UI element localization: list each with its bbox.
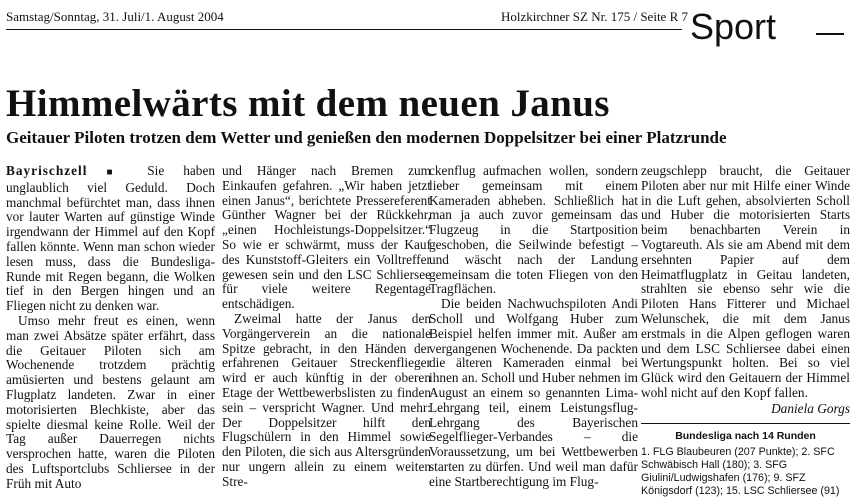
standings-text: 1. FLG Blaubeuren (207 Punkte); 2. SFC Schwäbisch Hall (180); 3. SFG Giulini/Ludwigshafen (176); 9. SFZ Königsdorf (123); 15. LSC Schliersee (91): [641, 446, 840, 498]
article-paragraph: Zweimal hatte der Janus den Vorgängerverein an die nationale Spitze gebracht, in den Händen der erfahrenen Geitauer Streckenflieger wird er auch künftig in der oberen Etage der Wettbewerbslisten zu finden sein – verspricht Wagner. Und mehr: Der Doppelsitzer hilft den Flugschülern in den Himmel sowie den Piloten, die sich aus Altersgründen nur ungern allein zu einem weiten Stre-: [222, 310, 431, 489]
dateline: Bayrischzell: [6, 163, 88, 178]
article-column-3: [429, 164, 638, 490]
headline: Himmelwärts mit dem neuen Janus: [6, 82, 610, 125]
article-paragraph: Umso mehr freut es einen, wenn man zwei Absätze später erfährt, dass die Geitauer Piloten sich am Wochenende trotzdem prächtig amüsierten und bestens gelaunt am Flugplatz landeten. Zwar in einer motorisierten Blechkiste, aber das spielte diesmal keine Rolle. Weil der Tag außer Dauerregen nichts versprochen hatte, waren die Piloten des Luftsportclubs Schliersee in der Früh mit Auto: [6, 312, 215, 491]
subheadline: Geitauer Piloten trotzen dem Wetter und genießen den modernen Doppelsitzer bei einer Platzrunde: [6, 128, 727, 147]
sidebar-rule: [641, 423, 850, 424]
section-dash: [816, 33, 844, 35]
author-byline: Daniela Gorgs: [771, 400, 850, 416]
article-paragraph: und Hänger nach Bremen zum Einkaufen gefahren. „Wir haben jetzt einen Janus“, berichtete Pressereferent Günther Wagner bei der Rückkehr, „einen Hochleistungs-Doppelsitzer.“ So wie er schwärmt, muss der Kauf des Kunststoff-Gleiters ein Volltreffer gewesen sein und den LSC Schliersee für viele weitere Regentage entschädigen.: [222, 163, 431, 312]
section-title: Sport: [690, 6, 777, 47]
standings-title: Bundesliga nach 14 Runden: [675, 429, 816, 442]
dateline-marker: ■: [106, 167, 129, 178]
article-column-2: [222, 164, 431, 490]
article-column-1: [6, 164, 215, 492]
article-column-4: [641, 164, 850, 498]
issue-date: Samstag/Sonntag, 31. Juli/1. August 2004: [6, 9, 224, 24]
paragraph-text: Sie haben unglaublich viel Geduld. Doch manchmal befürchtet man, dass ihnen vor lauter Warten auf günstige Winde irgendwann der Himmel auf den Kopf fallen könnte. Wenn man schon wieder lesen muss, dass die Bundesliga-Runde mit Regen begann, die Wolken tief in den Bergen hingen und an Fliegen nicht zu denken war.: [6, 163, 216, 314]
header-rule: [6, 29, 682, 30]
article-paragraph: ckenflug aufmachen wollen, sondern lieber gemeinsam mit einem Kameraden abheben. Schließlich hat man ja auch zuvor gemeinsam das Flugzeug in die Startposition geschoben, die Seilwinde befestigt – und wäscht nach der Landung gemeinsam die toten Fliegen von den Tragflächen.: [429, 163, 638, 297]
article-paragraph: zeugschlepp braucht, die Geitauer Piloten aber nur mit Hilfe einer Winde in die Luft gehen, absolvierten Scholl und Huber die motorisierten Starts beim benachbarten Verein in Vogtareuth. Als sie am Abend mit dem ersehnten Papier auf dem Heimatflugplatz in Geitau landeten, strahlten sie ebenso sehr wie die Piloten Hans Fitterer und Michael Welunschek, die mit dem Janus erstmals in die Alpen geflogen waren und dem LSC Schliersee dabei einen Wertungspunkt holten. Bei so viel Glück wird den Geitauern der Himmel wohl nicht auf den Kopf fallen.: [641, 163, 850, 400]
article-paragraph: [6, 164, 215, 314]
page-reference: Holzkirchner SZ Nr. 175 / Seite R 7: [500, 9, 688, 24]
article-paragraph: Die beiden Nachwuchspiloten Andi Scholl und Wolfgang Huber zum Beispiel helfen immer mit. Außer am vergangenen Wochenende. Da packten die älteren Kameraden einmal bei ihnen an. Scholl und Huber nehmen im August an einem so genannten Lima-Lehrgang teil, einem Leistungsflug-Lehrgang des Bayerischen Segelflieger-Verbandes – die Voraussetzung, um bei Wettbewerben starten zu dürfen. Und weil man dafür eine Startberechtigung im Flug-: [429, 296, 638, 489]
